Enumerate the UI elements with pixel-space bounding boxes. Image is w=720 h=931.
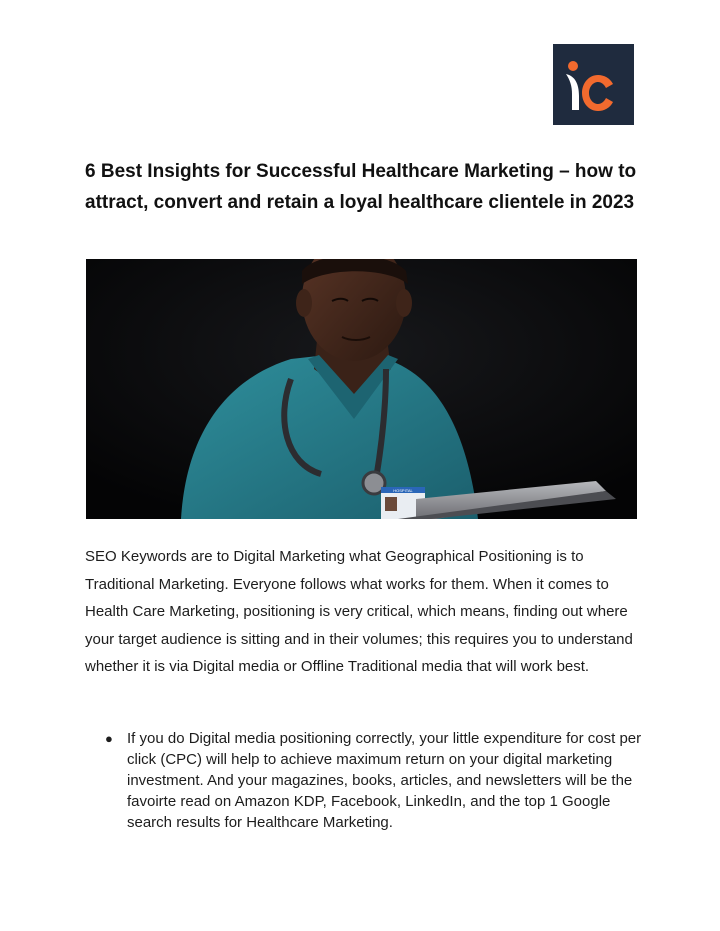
list-item-text: If you do Digital media positioning correctly, your little expenditure for cost per click (CPC) will help to achieve maximum return on your digital marketing investment. And your magazines, books, articles, and newsletters will be the favoirte read on Amazon KDP, Facebook, LinkedIn, and the top 1 Google search results for Healthcare Marketing. — [127, 730, 642, 831]
badge-text: HOSPITAL — [393, 488, 413, 493]
bullet-icon: ● — [105, 731, 113, 746]
bullet-list — [85, 728, 645, 833]
list-item — [85, 728, 645, 833]
hero-image — [86, 259, 637, 519]
ic-logo-icon — [553, 44, 634, 125]
page-title: 6 Best Insights for Successful Healthcare Marketing – how to attract, convert and retain a loyal healthcare clientele in 2023 — [85, 161, 637, 213]
doctor-laptop-image — [86, 259, 637, 519]
intro-paragraph: SEO Keywords are to Digital Marketing what Geographical Positioning is to Traditional Marketing. Everyone follows what works for them. When it comes to Health Care Marketing, positioning is very critical, which means, finding out where your target audience is sitting and in their volumes; this requires you to understand whether it is via Digital media or Offline Traditional media that will work best. — [85, 548, 633, 675]
brand-logo — [553, 44, 634, 125]
